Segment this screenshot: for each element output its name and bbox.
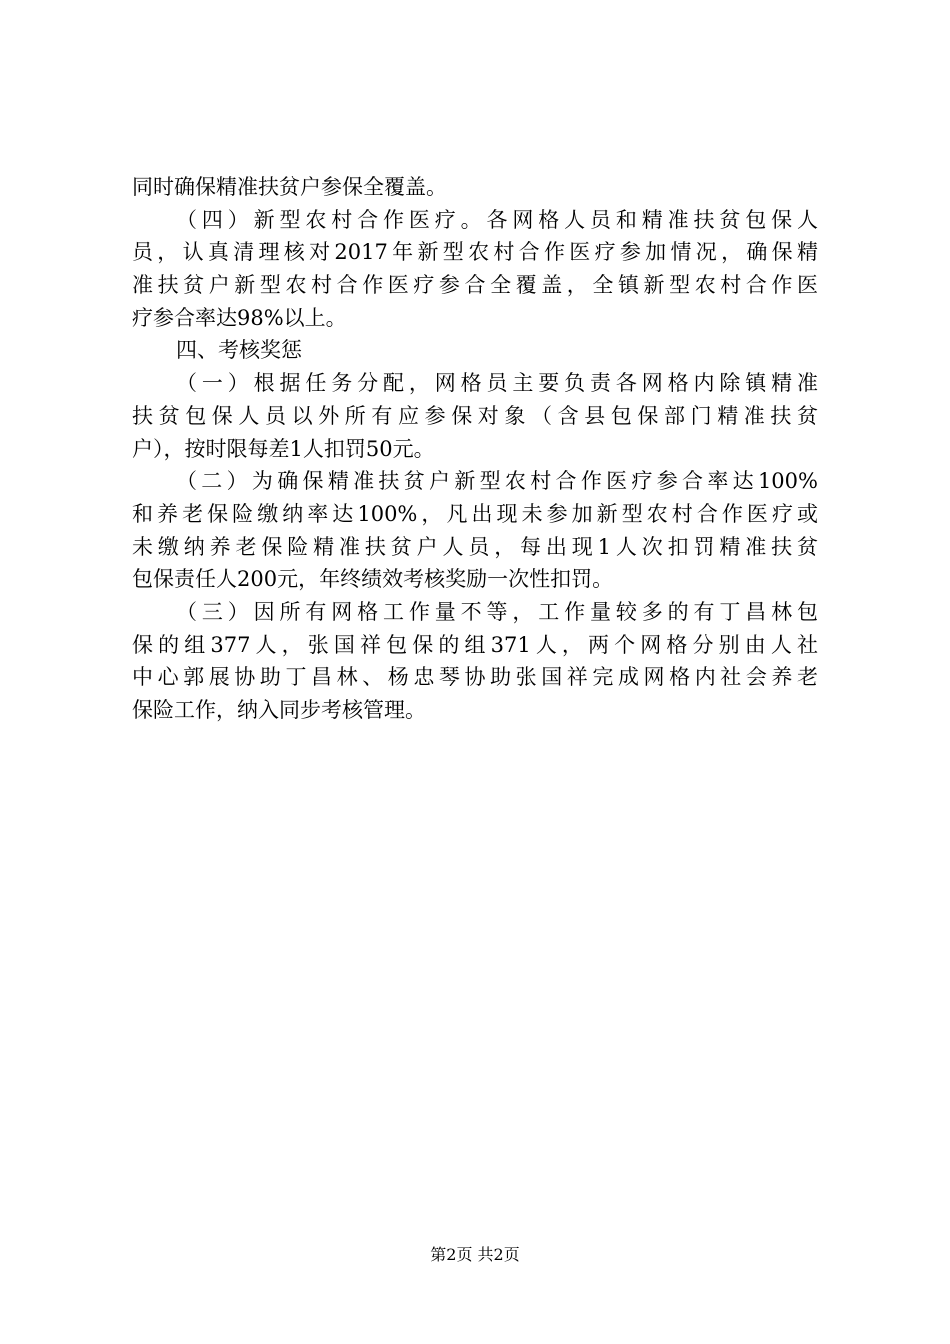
text-line: 同时确保精准扶贫户参保全覆盖。 [132,175,447,199]
text-line: 准扶贫户新型农村合作医疗参合全覆盖，全镇新型农村合作医 [132,273,818,298]
text-line: 未缴纳养老保险精准扶贫户人员，每出现1人次扣罚精准扶贫 [132,534,818,559]
text-line: 扶贫包保人员以外所有应参保对象（含县包保部门精准扶贫 [132,403,818,428]
text-line: 员，认真清理核对2017年新型农村合作医疗参加情况，确保精 [132,240,818,265]
section-heading: 四、考核奖惩 [176,338,302,363]
paragraph-heading-line: （一）根据任务分配，网格员主要负责各网格内除镇精准 [176,371,818,396]
text-line: 和养老保险缴纳率达100%，凡出现未参加新型农村合作医疗或 [132,501,818,526]
page-number: 第2页 共2页 [430,1245,520,1264]
paragraph-heading-line: （四）新型农村合作医疗。各网格人员和精准扶贫包保人 [176,207,818,232]
text-line: 包保责任人200元，年终绩效考核奖励一次性扣罚。 [132,567,614,592]
text-line: 保的组377人，张国祥包保的组371人，两个网格分别由人社 [132,632,818,657]
paragraph-heading-line: （三）因所有网格工作量不等，工作量较多的有丁昌林包 [176,599,818,624]
text-line: 中心郭展协助丁昌林、杨忠琴协助张国祥完成网格内社会养老 [132,665,818,690]
text-line: 保险工作，纳入同步考核管理。 [132,698,426,722]
paragraph-heading-line: （二）为确保精准扶贫户新型农村合作医疗参合率达100% [176,469,818,494]
text-line: 户），按时限每差1人扣罚50元。 [132,436,435,461]
document-body [132,171,818,727]
text-line: 疗参合率达98%以上。 [132,305,347,330]
